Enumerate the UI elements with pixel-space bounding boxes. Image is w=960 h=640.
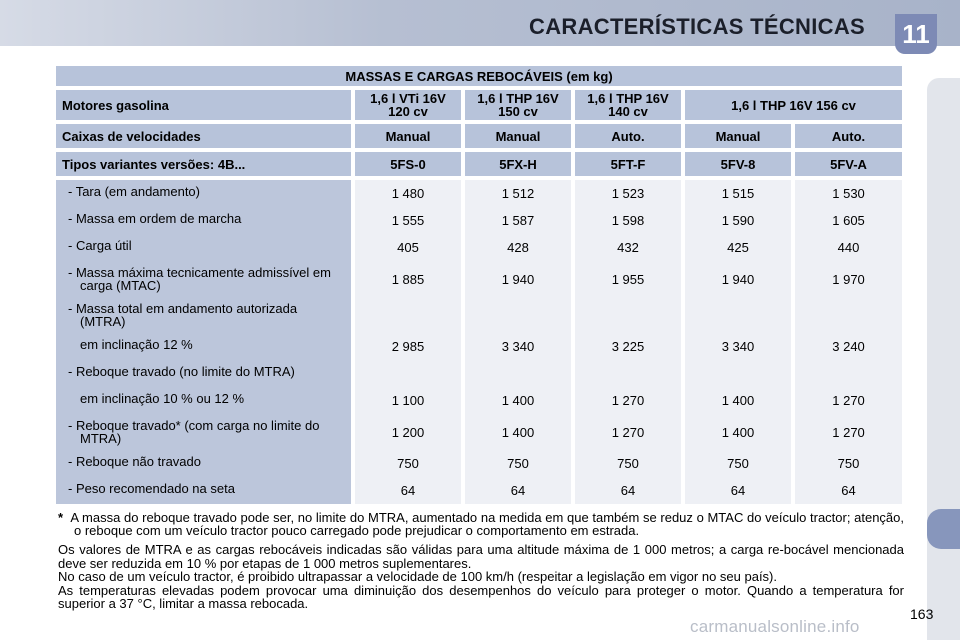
cell-value bbox=[471, 297, 565, 333]
row-label: - Massa total em andamento autorizada (MTRA) bbox=[68, 301, 298, 329]
cell-value: 1 400 bbox=[721, 424, 755, 440]
variants-row bbox=[56, 152, 902, 176]
engines-label: Motores gasolina bbox=[56, 90, 351, 120]
cell-value: 750 bbox=[727, 456, 749, 471]
cell-value: 425 bbox=[727, 240, 749, 255]
engine-header: 1,6 l VTi 16V 120 cv bbox=[355, 90, 461, 120]
page-title: CARACTERÍSTICAS TÉCNICAS bbox=[529, 14, 865, 39]
gearbox-cell: Auto. bbox=[575, 124, 681, 148]
cell-value: 1 940 bbox=[721, 271, 755, 287]
cell-value bbox=[801, 297, 896, 333]
cell-value: 3 225 bbox=[611, 339, 645, 354]
cell-value: 1 590 bbox=[721, 213, 755, 228]
cell-value bbox=[581, 360, 675, 387]
row-label: - Carga útil bbox=[68, 238, 132, 253]
footnote bbox=[58, 511, 904, 537]
gearbox-cell: Manual bbox=[355, 124, 461, 148]
cell-value: 1 605 bbox=[832, 213, 865, 228]
cell-value: 1 200 bbox=[391, 424, 425, 440]
cell-value: 1 530 bbox=[832, 186, 865, 201]
towing-mass-table bbox=[52, 62, 906, 508]
cell-value: 750 bbox=[617, 456, 639, 471]
cell-value: 1 400 bbox=[721, 393, 755, 408]
cell-value: 64 bbox=[841, 483, 856, 498]
engine-header: 1,6 l THP 16V 140 cv bbox=[575, 90, 681, 120]
note-paragraph: No caso de um veículo tractor, é proibido ultrapassar a velocidade de 100 km/h (respeitar a legislação em vigor no seu país). bbox=[58, 569, 777, 584]
side-tab bbox=[927, 509, 960, 549]
engine-header: 1,6 l THP 16V 150 cv bbox=[465, 90, 571, 120]
values-column bbox=[685, 180, 791, 504]
values-column bbox=[575, 180, 681, 504]
cell-value bbox=[691, 297, 785, 333]
cell-value: 432 bbox=[617, 240, 639, 255]
cell-value: 1 100 bbox=[391, 393, 425, 408]
values-column bbox=[795, 180, 902, 504]
cell-value: 1 270 bbox=[832, 393, 865, 408]
variant-cell: 5FS-0 bbox=[355, 152, 461, 176]
cell-value bbox=[361, 297, 455, 333]
cell-value bbox=[801, 360, 896, 387]
row-label: - Massa em ordem de marcha bbox=[68, 211, 242, 226]
mass-data-block bbox=[56, 180, 902, 504]
variant-cell: 5FT-F bbox=[575, 152, 681, 176]
cell-value: 3 240 bbox=[832, 339, 865, 354]
gearbox-label: Caixas de velocidades bbox=[56, 124, 351, 148]
variant-cell: 5FV-8 bbox=[685, 152, 791, 176]
cell-value: 1 523 bbox=[611, 186, 645, 201]
gearbox-cell: Manual bbox=[685, 124, 791, 148]
note-paragraph: Os valores de MTRA e as cargas rebocáveis indicadas são válidas para uma altitude máxima de 1 000 metros; a carga re-bocável mencionada deve ser reduzida em 10 % por etapas de 1 000 metros suplementares. bbox=[58, 542, 904, 571]
cell-value: 1 555 bbox=[391, 213, 425, 228]
cell-value: 1 587 bbox=[501, 213, 535, 228]
row-labels-column bbox=[56, 180, 351, 504]
cell-value: 1 400 bbox=[501, 393, 535, 408]
cell-value: 1 270 bbox=[832, 424, 865, 440]
cell-value: 1 515 bbox=[721, 186, 755, 201]
chapter-badge: 11 bbox=[895, 14, 937, 54]
row-label: - Reboque não travado bbox=[68, 454, 201, 469]
cell-value: 405 bbox=[397, 240, 419, 255]
cell-value: 750 bbox=[507, 456, 529, 471]
side-rail bbox=[927, 78, 960, 640]
row-label: - Peso recomendado na seta bbox=[68, 481, 235, 496]
cell-value: 428 bbox=[507, 240, 529, 255]
row-label: - Reboque travado (no limite do MTRA) bbox=[68, 364, 295, 379]
footnote-text: A massa do reboque travado pode ser, no limite do MTRA, aumentado na medida em que também se reduz o MTAC do veículo tractor; atenção, o reboque com um veículo tractor pouco carregado pode prejudicar o comportamento em estrada. bbox=[70, 510, 904, 538]
variant-cell: 5FV-A bbox=[795, 152, 902, 176]
cell-value: 3 340 bbox=[721, 339, 755, 354]
cell-value: 750 bbox=[397, 456, 419, 471]
cell-value bbox=[361, 360, 455, 387]
notes bbox=[58, 543, 904, 611]
values-column bbox=[465, 180, 571, 504]
gearbox-cell: Manual bbox=[465, 124, 571, 148]
cell-value bbox=[691, 360, 785, 387]
cell-value: 64 bbox=[510, 483, 526, 498]
gearbox-row bbox=[56, 124, 902, 148]
row-label: em inclinação 10 % ou 12 % bbox=[80, 391, 245, 406]
page-number: 163 bbox=[910, 606, 934, 622]
cell-value bbox=[471, 360, 565, 387]
row-label: - Tara (em andamento) bbox=[68, 184, 200, 199]
cell-value: 1 940 bbox=[501, 271, 535, 287]
cell-value: 440 bbox=[837, 240, 860, 255]
cell-value: 1 955 bbox=[611, 271, 645, 287]
cell-value bbox=[581, 297, 675, 333]
cell-value: 1 970 bbox=[832, 271, 865, 287]
gearbox-cell: Auto. bbox=[795, 124, 902, 148]
cell-value: 1 480 bbox=[391, 186, 425, 201]
table-title: MASSAS E CARGAS REBOCÁVEIS (em kg) bbox=[56, 66, 902, 86]
cell-value: 64 bbox=[620, 483, 636, 498]
row-label: - Reboque travado* (com carga no limite do MTRA) bbox=[68, 418, 320, 446]
cell-value: 1 885 bbox=[391, 271, 425, 287]
cell-value: 1 598 bbox=[611, 213, 645, 228]
cell-value: 1 400 bbox=[501, 424, 535, 440]
cell-value: 1 270 bbox=[611, 424, 645, 440]
note-paragraph: As temperaturas elevadas podem provocar uma diminuição dos desempenhos do veículo para proteger o motor. Quando a temperatura for superior a 37 °C, limitar a massa rebocada. bbox=[58, 582, 904, 611]
cell-value: 2 985 bbox=[391, 339, 425, 354]
footnote-mark: * bbox=[58, 510, 64, 525]
cell-value: 64 bbox=[400, 483, 416, 498]
engine-header: 1,6 l THP 16V 156 cv bbox=[685, 90, 902, 120]
row-label: em inclinação 12 % bbox=[80, 337, 193, 352]
cell-value: 64 bbox=[730, 483, 746, 498]
cell-value: 1 270 bbox=[611, 393, 645, 408]
cell-value: 3 340 bbox=[501, 339, 535, 354]
table-title-row bbox=[56, 66, 902, 86]
engines-row bbox=[56, 90, 902, 120]
cell-value: 1 512 bbox=[501, 186, 535, 201]
row-label: - Massa máxima tecnicamente admissível em carga (MTAC) bbox=[68, 265, 331, 293]
variants-label: Tipos variantes versões: 4B... bbox=[56, 152, 351, 176]
cell-value: 750 bbox=[837, 456, 860, 471]
values-column bbox=[355, 180, 461, 504]
watermark: carmanualsonline.info bbox=[690, 617, 860, 636]
variant-cell: 5FX-H bbox=[465, 152, 571, 176]
